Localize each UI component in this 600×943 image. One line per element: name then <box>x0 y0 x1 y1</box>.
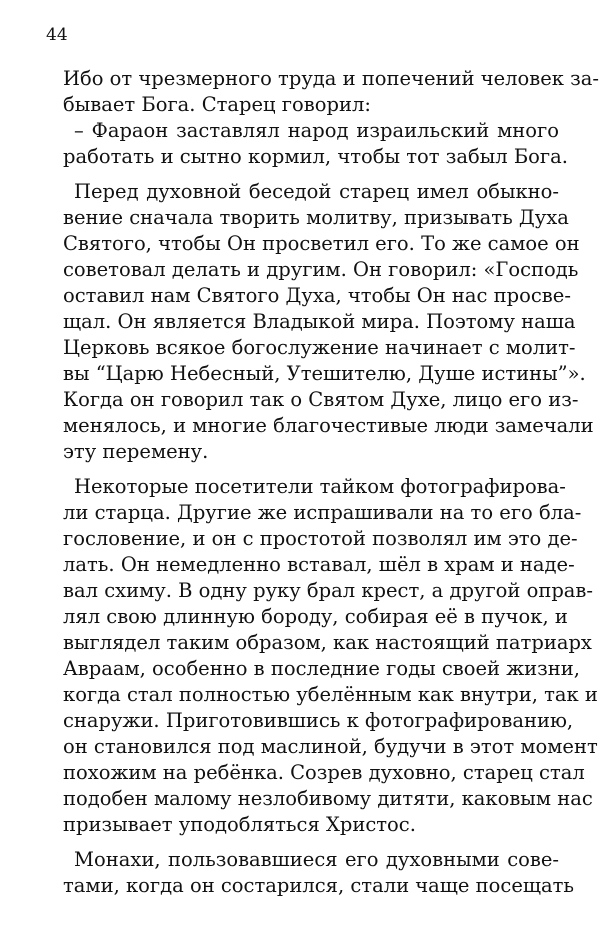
text-line: бывает Бога. Старец говорил: <box>63 93 371 116</box>
text-line: эту перемену. <box>63 440 209 463</box>
text-line: менялось, и многие благочестивые люди замечали <box>63 414 594 437</box>
body-text <box>63 66 600 899</box>
text-line: Перед духовной беседой старец имел обыкно- <box>74 180 559 203</box>
paragraph <box>63 847 575 899</box>
text-line: оставил нам Святого Духа, чтобы Он нас просве- <box>63 284 571 307</box>
paragraph <box>63 474 598 838</box>
text-line: Церковь всякое богослужение начинает с молит- <box>63 336 576 359</box>
text-line: вы “Царю Небесный, Утешителю, Душе истины”». <box>63 362 586 385</box>
text-line: Ибо от чрезмерного труда и попечений человек за- <box>63 67 600 90</box>
text-line: лял свою длинную бороду, собирая её в пучок, и <box>63 605 568 628</box>
text-line: работать и сытно кормил, чтобы тот забыл Бога. <box>63 145 568 168</box>
text-line: призывает уподобляться Христос. <box>63 813 416 836</box>
text-line: выглядел таким образом, как настоящий патриарх <box>63 631 592 654</box>
paragraph <box>63 179 594 465</box>
text-line: советовал делать и другим. Он говорил: «Господь <box>63 258 579 281</box>
text-line: вал схиму. В одну руку брал крест, а другой оправ- <box>63 579 594 602</box>
text-line: когда стал полностью убелённым как внутри, так и <box>63 683 598 706</box>
text-line: тами, когда он состарился, стали чаще посещать <box>63 874 575 897</box>
text-line: Монахи, пользовавшиеся его духовными сове- <box>74 848 559 871</box>
text-line: Святого, чтобы Он просветил его. То же самое он <box>63 232 580 255</box>
text-line: Авраам, особенно в последние годы своей жизни, <box>63 657 580 680</box>
text-line: ли старца. Другие же испрашивали на то его бла- <box>63 501 582 524</box>
text-line: Когда он говорил так о Святом Духе, лицо его из- <box>63 388 579 411</box>
text-line: Некоторые посетители тайком фотографирова- <box>74 475 566 498</box>
page-number: 44 <box>46 25 68 45</box>
text-line: он становился под маслиной, будучи в этот момент <box>63 735 598 758</box>
text-line: лать. Он немедленно вставал, шёл в храм и наде- <box>63 553 575 576</box>
text-line: щал. Он является Владыкой мира. Поэтому наша <box>63 310 576 333</box>
text-line: похожим на ребёнка. Созрев духовно, старец стал <box>63 761 585 784</box>
paragraph <box>63 66 600 118</box>
text-line: вение сначала творить молитву, призывать Духа <box>63 206 569 229</box>
text-line: – Фараон заставлял народ израильский много <box>74 119 559 142</box>
text-line: подобен малому незлобивому дитяти, каковым нас <box>63 787 593 810</box>
text-line: снаружи. Приготовившись к фотографированию, <box>63 709 574 732</box>
paragraph <box>63 118 568 170</box>
text-line: гословение, и он с простотой позволял им это де- <box>63 527 578 550</box>
